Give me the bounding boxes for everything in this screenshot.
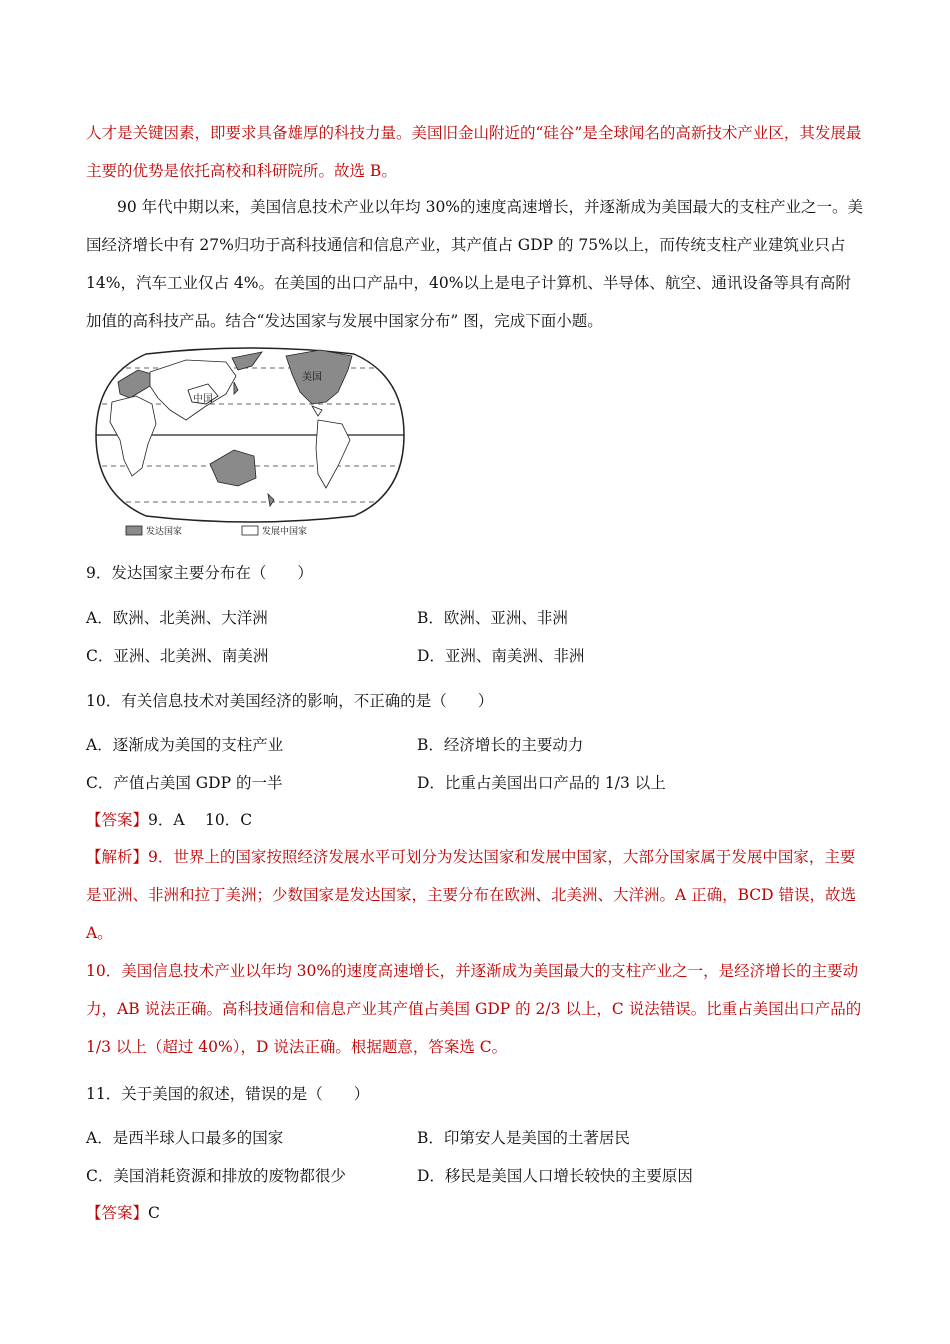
- legend-developed-swatch: [126, 526, 142, 535]
- analysis-question-9: 【解析】9．世界上的国家按照经济发展水平可划分为发达国家和发展中国家，大部分国家属于发展中国家，主要是亚洲、非洲和拉丁美洲；少数国家是发达国家，主要分布在欧洲、北美洲、大洋洲。A 正确，BCD 错误，故选 A。: [86, 848, 857, 942]
- question-10-option-a: A．逐渐成为美国的支柱产业: [86, 736, 284, 754]
- question-10-option-d: D．比重占美国出口产品的 1/3 以上: [417, 774, 666, 792]
- reading-passage: 90 年代中期以来，美国信息技术产业以年均 30%的速度高速增长，并逐渐成为美国最大的支柱产业之一。美国经济增长中有 27%归功于高科技通信和信息产业，其产值占 GDP 的 75%以上，而传统支柱产业建筑业只占 14%，汽车工业仅占 4%。在美国的出口产品中，40%以上是电子计算机、半导体、航空、通讯设备等具有高附加值的高科技产品。结合“发达国家与发展中国家分布” 图，完成下面小题。: [86, 198, 864, 330]
- world-map-figure: [86, 340, 414, 538]
- usa-map-label: 美国: [302, 372, 322, 383]
- answer-tag: 【答案】: [86, 1204, 149, 1222]
- question-11-stem: 11．关于美国的叙述，错误的是（ ）: [86, 1085, 370, 1103]
- question-10-stem: 10．有关信息技术对美国经济的影响，不正确的是（ ）: [86, 692, 494, 710]
- answer-tag: 【答案】: [86, 811, 149, 829]
- question-11-option-d: D．移民是美国人口增长较快的主要原因: [417, 1167, 693, 1185]
- question-9-option-b: B．欧洲、亚洲、非洲: [417, 609, 568, 627]
- question-9-option-d: D．亚洲、南美洲、非洲: [417, 647, 585, 665]
- question-11-option-c: C．美国消耗资源和排放的废物都很少: [86, 1167, 346, 1185]
- question-9-option-c: C．亚洲、北美洲、南美洲: [86, 647, 269, 665]
- legend-developed-label: 发达国家: [146, 527, 183, 537]
- answer-9-10: [86, 808, 252, 830]
- china-map-label: 中国: [193, 394, 213, 405]
- answer-11: [86, 1201, 160, 1223]
- question-10-option-c: C．产值占美国 GDP 的一半: [86, 774, 283, 792]
- question-10-option-b: B．经济增长的主要动力: [417, 736, 584, 754]
- question-11-option-b: B．印第安人是美国的土著居民: [417, 1129, 630, 1147]
- question-9-stem: 9．发达国家主要分布在（ ）: [86, 564, 313, 582]
- question-9-option-a: A．欧洲、北美洲、大洋洲: [86, 609, 268, 627]
- answer-value: C: [148, 1204, 160, 1222]
- legend-developing-label: 发展中国家: [262, 527, 308, 537]
- legend-developing-swatch: [242, 526, 258, 535]
- question-11-option-a: A．是西半球人口最多的国家: [86, 1129, 284, 1147]
- previous-answer-explanation: 人才是关键因素，即要求具备雄厚的科技力量。美国旧金山附近的“硅谷”是全球闻名的高新技术产业区，其发展最主要的优势是依托高校和科研院所。故选 B。: [86, 124, 862, 180]
- answer-value: 9．A 10．C: [148, 811, 253, 829]
- analysis-question-10: 10．美国信息技术产业以年均 30%的速度高速增长，并逐渐成为美国最大的支柱产业之一，是经济增长的主要动力，AB 说法正确。高科技通信和信息产业其产值占美国 GDP 的 2/3 以上，C 说法错误。比重占美国出口产品的 1/3 以上（超过 40%），D 说法正确。根据题意，答案选 C。: [86, 962, 862, 1056]
